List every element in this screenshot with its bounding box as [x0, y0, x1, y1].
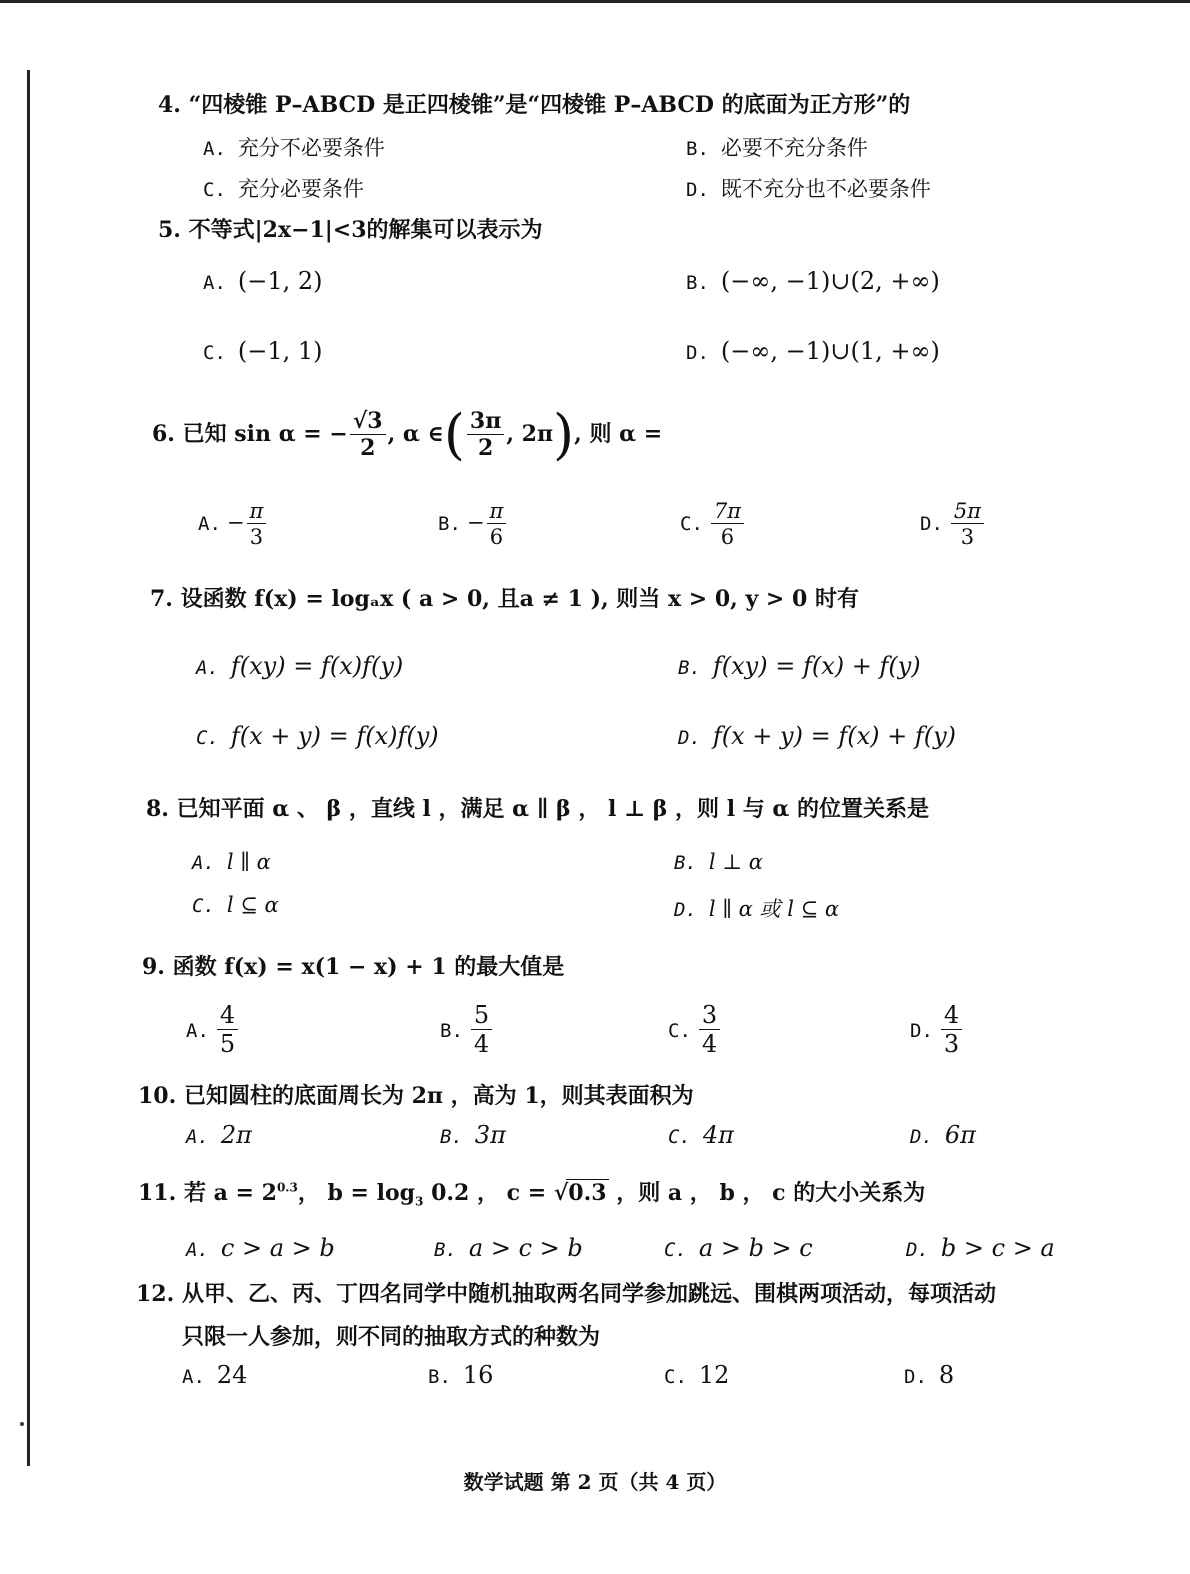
question-text: , 2π [506, 421, 554, 447]
fraction-denominator: 3 [960, 525, 975, 550]
option-text: l ∥ α [226, 850, 271, 874]
q7-option-a[interactable] [196, 652, 403, 680]
option-fraction [217, 1003, 238, 1057]
q9-option-a[interactable] [186, 1003, 240, 1057]
exponent: 0.3 [276, 1180, 298, 1195]
question-number: 11. [138, 1180, 177, 1206]
left-paren: ( [443, 403, 465, 466]
option-text: a > c > b [468, 1234, 583, 1262]
option-label: A. [198, 512, 221, 535]
question-text: 从甲、乙、丙、丁四名同学中随机抽取两名同学参加跳远、围棋两项活动，每项活动 [181, 1281, 996, 1307]
q12-option-c[interactable] [664, 1361, 729, 1389]
q11-option-b[interactable] [434, 1234, 583, 1262]
option-label: A. [203, 138, 226, 160]
question-text: 若 a = 2 [183, 1180, 277, 1206]
option-label: B. [440, 1126, 463, 1148]
option-label: C. [668, 1126, 691, 1148]
q8-option-a[interactable] [192, 850, 271, 874]
option-label: D. [678, 727, 701, 749]
option-fraction [487, 500, 507, 548]
option-label: B. [686, 272, 709, 294]
option-text: l ⊆ α [226, 893, 279, 917]
option-fraction [941, 1003, 962, 1057]
option-label: D. [910, 1126, 933, 1148]
q10-option-c[interactable] [668, 1121, 734, 1149]
question-text: 0.2 ， c = [423, 1180, 554, 1206]
question-text: 已知平面 α 、 β ，直线 l ，满足 α ∥ β ， l ⊥ β ，则 l 与 α 的位置关系是 [176, 796, 929, 822]
question-number: 4. [158, 92, 181, 118]
q9-option-c[interactable] [668, 1003, 722, 1057]
option-label: C. [203, 342, 226, 364]
q10-option-d[interactable] [910, 1121, 976, 1149]
option-text: 24 [216, 1361, 248, 1389]
option-label: A. [186, 1019, 209, 1042]
option-text: 16 [462, 1361, 494, 1389]
option-label: B. [438, 512, 461, 535]
question-8-stem [146, 792, 929, 823]
option-text: (−1, 1) [237, 337, 323, 365]
option-text: b > c > a [940, 1234, 1055, 1262]
fraction-numerator: 7π [711, 500, 744, 524]
option-label: B. [674, 852, 697, 874]
q9-option-d[interactable] [910, 1003, 964, 1057]
option-text: 必要不充分条件 [720, 136, 868, 160]
option-label: D. [686, 179, 709, 201]
option-label: D. [674, 899, 697, 921]
q7-option-c[interactable] [196, 722, 439, 750]
question-text: 设函数 f(x) = logₐx ( a > 0, 且a ≠ 1 ), 则当 x > 0, y > 0 时有 [180, 586, 859, 612]
question-6-stem [152, 403, 663, 466]
scan-mark-dot [20, 1422, 24, 1426]
option-label: D. [906, 1239, 929, 1261]
fraction-numerator: 3π [467, 410, 504, 435]
option-label: A. [182, 1366, 205, 1388]
option-text: 3π [474, 1121, 506, 1149]
option-label: D. [910, 1019, 933, 1042]
fraction-denominator: 4 [701, 1030, 718, 1059]
option-label: B. [434, 1239, 457, 1261]
q4-option-a[interactable] [203, 132, 385, 162]
option-label: D. [920, 512, 943, 535]
option-label: A. [186, 1126, 209, 1148]
fraction-denominator: 6 [720, 525, 735, 550]
option-text: (−1, 2) [237, 267, 323, 295]
option-text: l ⊥ α [708, 850, 763, 874]
question-7-stem [150, 582, 859, 613]
option-text: f(x + y) = f(x)f(y) [230, 722, 439, 750]
question-4-stem [158, 88, 910, 119]
q11-option-d[interactable] [906, 1234, 1055, 1262]
question-number: 7. [150, 586, 173, 612]
option-text: 8 [938, 1361, 955, 1389]
question-text: “四棱锥 P–ABCD 是正四棱锥”是“四棱锥 P–ABCD 的底面为正方形”的 [188, 92, 911, 118]
option-text: f(xy) = f(x)f(y) [230, 652, 404, 680]
option-label: C. [668, 1019, 691, 1042]
option-text: f(x + y) = f(x) + f(y) [712, 722, 957, 750]
sqrt-sign: √ [553, 1180, 569, 1206]
q8-option-b[interactable] [674, 850, 763, 874]
option-label: D. [686, 342, 709, 364]
top-border-line [0, 0, 1190, 3]
fraction-numerator: √3 [350, 410, 386, 435]
q6-option-b[interactable] [438, 500, 508, 548]
question-5-stem [158, 213, 543, 244]
q8-option-c[interactable] [192, 893, 279, 917]
q11-option-a[interactable] [186, 1234, 335, 1262]
q9-option-b[interactable] [440, 1003, 494, 1057]
option-sign: − [466, 510, 485, 535]
option-text: f(xy) = f(x) + f(y) [712, 652, 921, 680]
q6-option-d[interactable] [920, 500, 986, 548]
option-label: A. [203, 272, 226, 294]
fraction-denominator: 2 [360, 435, 376, 461]
question-text: 不等式|2x−1|<3的解集可以表示为 [188, 217, 543, 243]
fraction-numerator: 4 [941, 1003, 962, 1030]
fraction-numerator: 4 [217, 1003, 238, 1030]
fraction-denominator: 6 [489, 525, 504, 550]
fraction-numerator: 5 [471, 1003, 492, 1030]
q5-option-b[interactable] [686, 267, 940, 295]
fraction-numerator: 3 [699, 1003, 720, 1030]
option-text: 既不充分也不必要条件 [720, 177, 931, 201]
q5-option-c[interactable] [203, 337, 323, 365]
question-11-stem [138, 1176, 925, 1208]
option-text: c > a > b [220, 1234, 335, 1262]
q10-option-a[interactable] [186, 1121, 252, 1149]
question-12-stem [136, 1277, 996, 1308]
left-margin-rule [27, 70, 30, 1466]
question-number: 9. [142, 954, 165, 980]
fraction-numerator: π [487, 500, 507, 524]
q4-option-c[interactable] [203, 173, 364, 203]
question-9-stem [142, 950, 564, 981]
option-fraction [471, 1003, 492, 1057]
q12-option-a[interactable] [182, 1361, 247, 1389]
question-text: 只限一人参加，则不同的抽取方式的种数为 [182, 1324, 601, 1350]
option-text: a > b > c [698, 1234, 813, 1262]
fraction-numerator: π [247, 500, 267, 524]
option-text: 2π [220, 1121, 252, 1149]
q6-option-c[interactable] [680, 500, 746, 548]
question-text: ， b = log [297, 1180, 416, 1206]
option-text: 充分必要条件 [237, 177, 364, 201]
question-number: 12. [136, 1281, 175, 1307]
question-text: 已知 sin α = − [182, 421, 348, 447]
option-label: A. [186, 1239, 209, 1261]
question-text: , α ∈ [387, 421, 444, 447]
option-label: B. [440, 1019, 463, 1042]
option-label: B. [686, 138, 709, 160]
option-fraction [711, 500, 744, 548]
option-label: C. [680, 512, 703, 535]
sin-value-fraction [350, 407, 386, 461]
question-number: 5. [158, 217, 181, 243]
q6-option-a[interactable] [198, 500, 268, 548]
option-sign: − [226, 510, 245, 535]
option-label: C. [196, 727, 219, 749]
question-text: 函数 f(x) = x(1 − x) + 1 的最大值是 [172, 954, 565, 980]
option-text: 充分不必要条件 [237, 136, 385, 160]
fraction-numerator: 5π [951, 500, 984, 524]
question-text: ，则 a ， b ， c 的大小关系为 [608, 1180, 926, 1206]
question-12-stem-line2 [182, 1320, 600, 1351]
option-label: A. [192, 852, 215, 874]
option-text: (−∞, −1)∪(1, +∞) [720, 337, 940, 365]
fraction-denominator: 3 [249, 525, 264, 550]
option-label: D. [904, 1366, 927, 1388]
radicand: 0.3 [568, 1180, 607, 1206]
right-paren: ) [553, 403, 575, 466]
q10-option-b[interactable] [440, 1121, 506, 1149]
option-label: C. [664, 1239, 687, 1261]
question-10-stem [138, 1079, 694, 1110]
q5-option-d[interactable] [686, 337, 940, 365]
option-label: B. [428, 1366, 451, 1388]
q12-option-b[interactable] [428, 1361, 493, 1389]
option-label: C. [203, 179, 226, 201]
q8-option-d[interactable] [674, 893, 839, 923]
q7-option-d[interactable] [678, 722, 956, 750]
option-fraction [247, 500, 267, 548]
q7-option-b[interactable] [678, 652, 921, 680]
option-label: B. [678, 657, 701, 679]
question-text: 已知圆柱的底面周长为 2π ，高为 1，则其表面积为 [183, 1083, 694, 1109]
q5-option-a[interactable] [203, 267, 323, 295]
question-number: 8. [146, 796, 169, 822]
question-number: 10. [138, 1083, 177, 1109]
option-text: 4π [702, 1121, 734, 1149]
question-text: , 则 α = [574, 421, 663, 447]
option-text: l ∥ α 或 l ⊆ α [708, 897, 840, 921]
option-fraction [699, 1003, 720, 1057]
log-base: 3 [415, 1194, 424, 1209]
option-fraction [951, 500, 984, 548]
option-text: 12 [698, 1361, 730, 1389]
fraction-denominator: 2 [477, 435, 494, 461]
option-text: (−∞, −1)∪(2, +∞) [720, 267, 940, 295]
fraction-denominator: 4 [473, 1030, 490, 1059]
interval-fraction [467, 407, 504, 461]
q4-option-d[interactable] [686, 173, 931, 203]
q11-option-c[interactable] [664, 1234, 813, 1262]
option-label: A. [196, 657, 219, 679]
page-footer: 数学试题 第 2 页（共 4 页） [463, 1470, 727, 1494]
fraction-denominator: 5 [219, 1030, 236, 1059]
option-label: C. [192, 895, 215, 917]
q4-option-b[interactable] [686, 132, 868, 162]
q12-option-d[interactable] [904, 1361, 954, 1389]
option-label: C. [664, 1366, 687, 1388]
fraction-denominator: 3 [943, 1030, 960, 1059]
option-text: 6π [944, 1121, 976, 1149]
question-number: 6. [152, 421, 175, 447]
